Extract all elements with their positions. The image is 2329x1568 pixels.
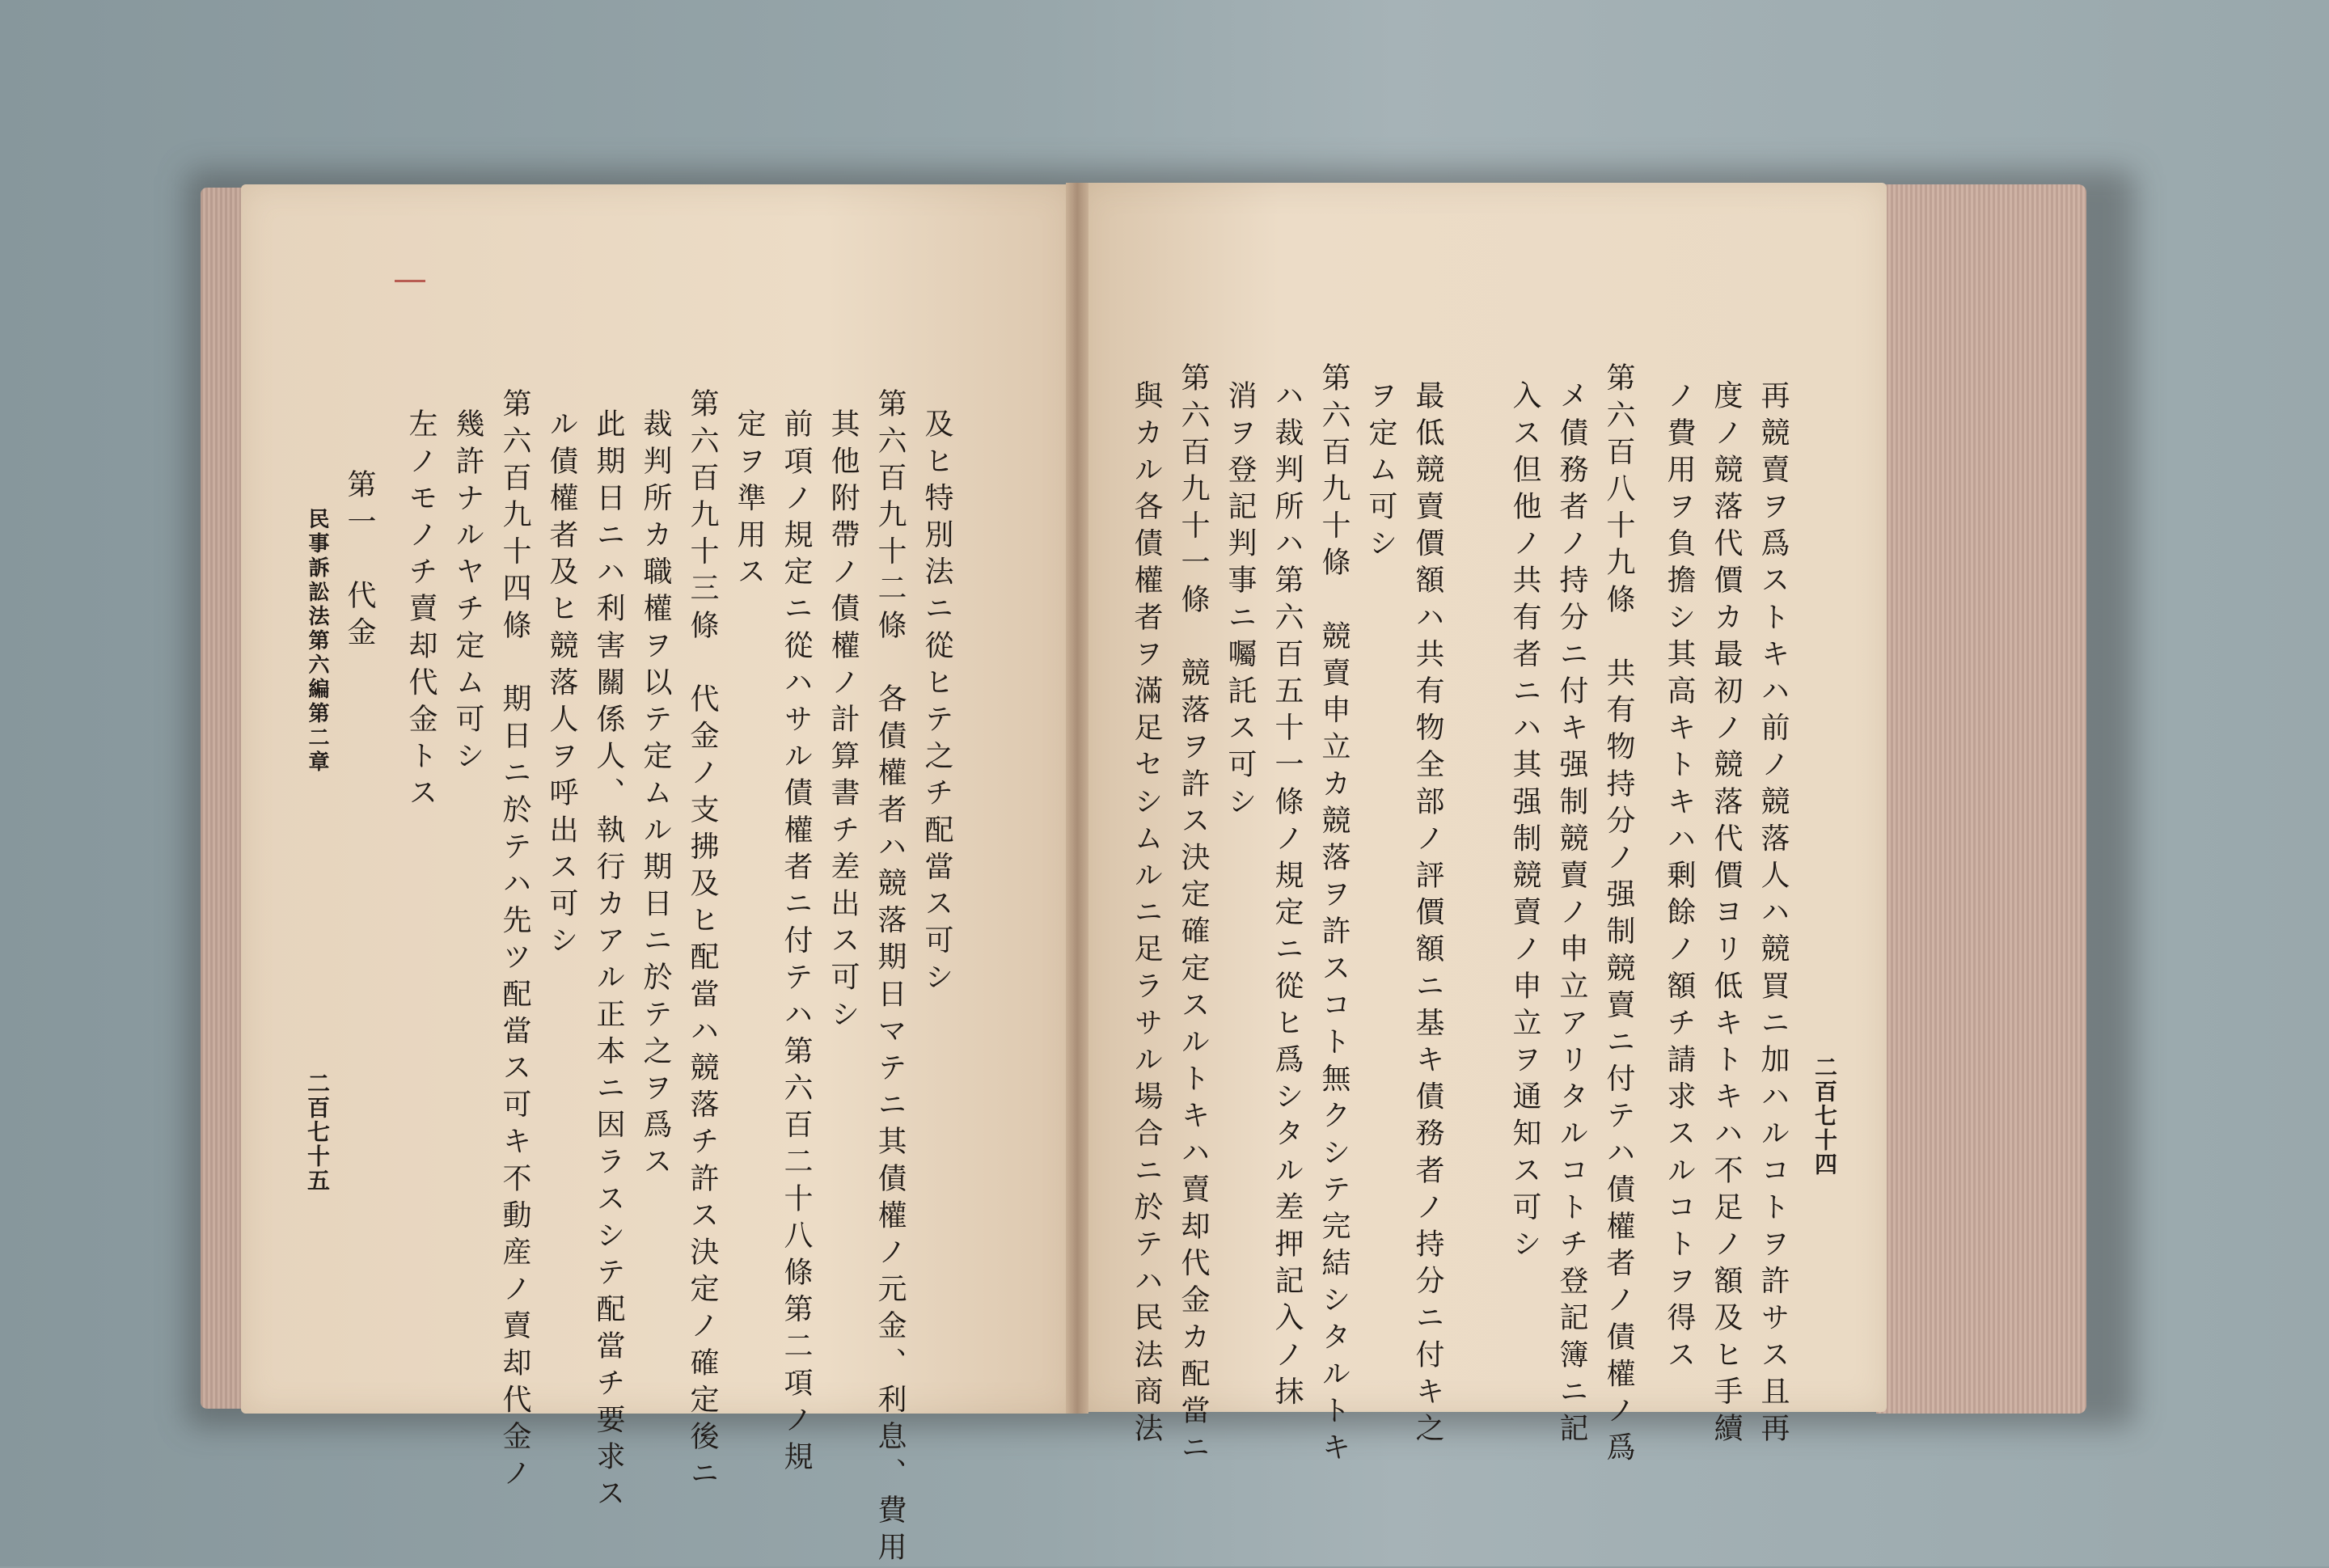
left-text-col-9: ル債權者及ヒ競落人ヲ呼出ス可シ [545, 408, 578, 962]
right-text-col-3: ノ費用ヲ負擔シ其高キトキハ剰餘ノ額チ請求スルコトヲ得ス [1663, 380, 1696, 1376]
right-text-col-9: 第六百九十條 競賣申立カ競落ヲ許スコト無クシテ完結シタルトキ [1317, 362, 1350, 1469]
left-running-head: 民事訴訟法第六編第二章 [305, 508, 329, 775]
left-text-col-11: 幾許ナルヤチ定ム可シ [451, 408, 484, 777]
right-page-number: 二百七十四 [1811, 1055, 1838, 1177]
book-gutter [1066, 183, 1088, 1414]
left-text-col-2: 第六百九十二條 各債權者ハ競落期日マテニ其債權ノ元金、利息、費用 [873, 388, 907, 1568]
left-text-col-7: 裁判所カ職權ヲ以テ定ムル期日ニ於テ之ヲ爲ス [639, 408, 672, 1183]
left-text-col-1: 及ヒ特別法ニ從ヒテ之チ配當ス可シ [920, 408, 953, 999]
left-text-col-13: 第一 代金 [343, 469, 376, 653]
right-text-col-1: 再競賣ヲ爲ストキハ前ノ競落人ハ競買ニ加ハルコトヲ許サス且再 [1756, 380, 1790, 1450]
left-margin-mark [395, 280, 425, 282]
left-text-col-6: 第六百九十三條 代金ノ支拂及ヒ配當ハ競落チ許ス決定ノ確定後ニ [686, 388, 719, 1494]
left-text-col-3: 其他附帶ノ債權ノ計算書チ差出ス可シ [826, 408, 860, 1036]
right-text-col-2: 度ノ競落代價カ最初ノ競落代價ヨリ低キトキハ不足ノ額及ヒ手續 [1710, 380, 1743, 1450]
right-text-col-6: 入ス但他ノ共有者ニハ其强制競賣ノ申立ヲ通知ス可シ [1508, 380, 1541, 1266]
right-text-col-11: 消ヲ登記判事ニ囑託ス可シ [1224, 380, 1257, 823]
right-text-col-10: ハ裁判所ハ第六百五十一條ノ規定ニ從ヒ爲シタル差押記入ノ抹 [1270, 380, 1304, 1413]
left-page-number: 二百七十五 [304, 1071, 331, 1193]
left-text-col-8: 此期日ニハ利害關係人、執行カアル正本ニ因ラスシテ配當チ要求ス [592, 408, 625, 1515]
right-text-col-5: メ債務者ノ持分ニ付キ强制競賣ノ申立アリタルコトチ登記簿ニ記 [1555, 380, 1588, 1450]
left-text-col-12: 左ノモノチ賣却代金トス [404, 408, 437, 814]
right-text-col-13: 與カル各債權者ヲ滿足セシムルニ足ラサル場合ニ於テハ民法商法 [1130, 380, 1163, 1450]
right-text-col-4: 第六百八十九條 共有物持分ノ强制競賣ニ付テハ債權者ノ債權ノ爲 [1602, 362, 1635, 1469]
left-text-col-5: 定ヲ準用ス [733, 408, 766, 593]
right-text-col-12: 第六百九十一條 競落ヲ許ス決定確定スルトキハ賣却代金カ配當ニ [1177, 362, 1210, 1469]
right-text-col-7: 最低競賣價額ハ共有物全部ノ評價額ニ基キ債務者ノ持分ニ付キ之 [1411, 380, 1444, 1450]
left-text-col-10: 第六百九十四條 期日ニ於テハ先ツ配當ス可キ不動産ノ賣却代金ノ [498, 388, 531, 1494]
left-text-col-4: 前項ノ規定ニ從ハサル債權者ニ付テハ第六百二十八條第二項ノ規 [780, 408, 813, 1478]
right-text-col-8b: ヲ定ム可シ [1364, 380, 1397, 564]
right-page-edges [1876, 184, 2086, 1414]
